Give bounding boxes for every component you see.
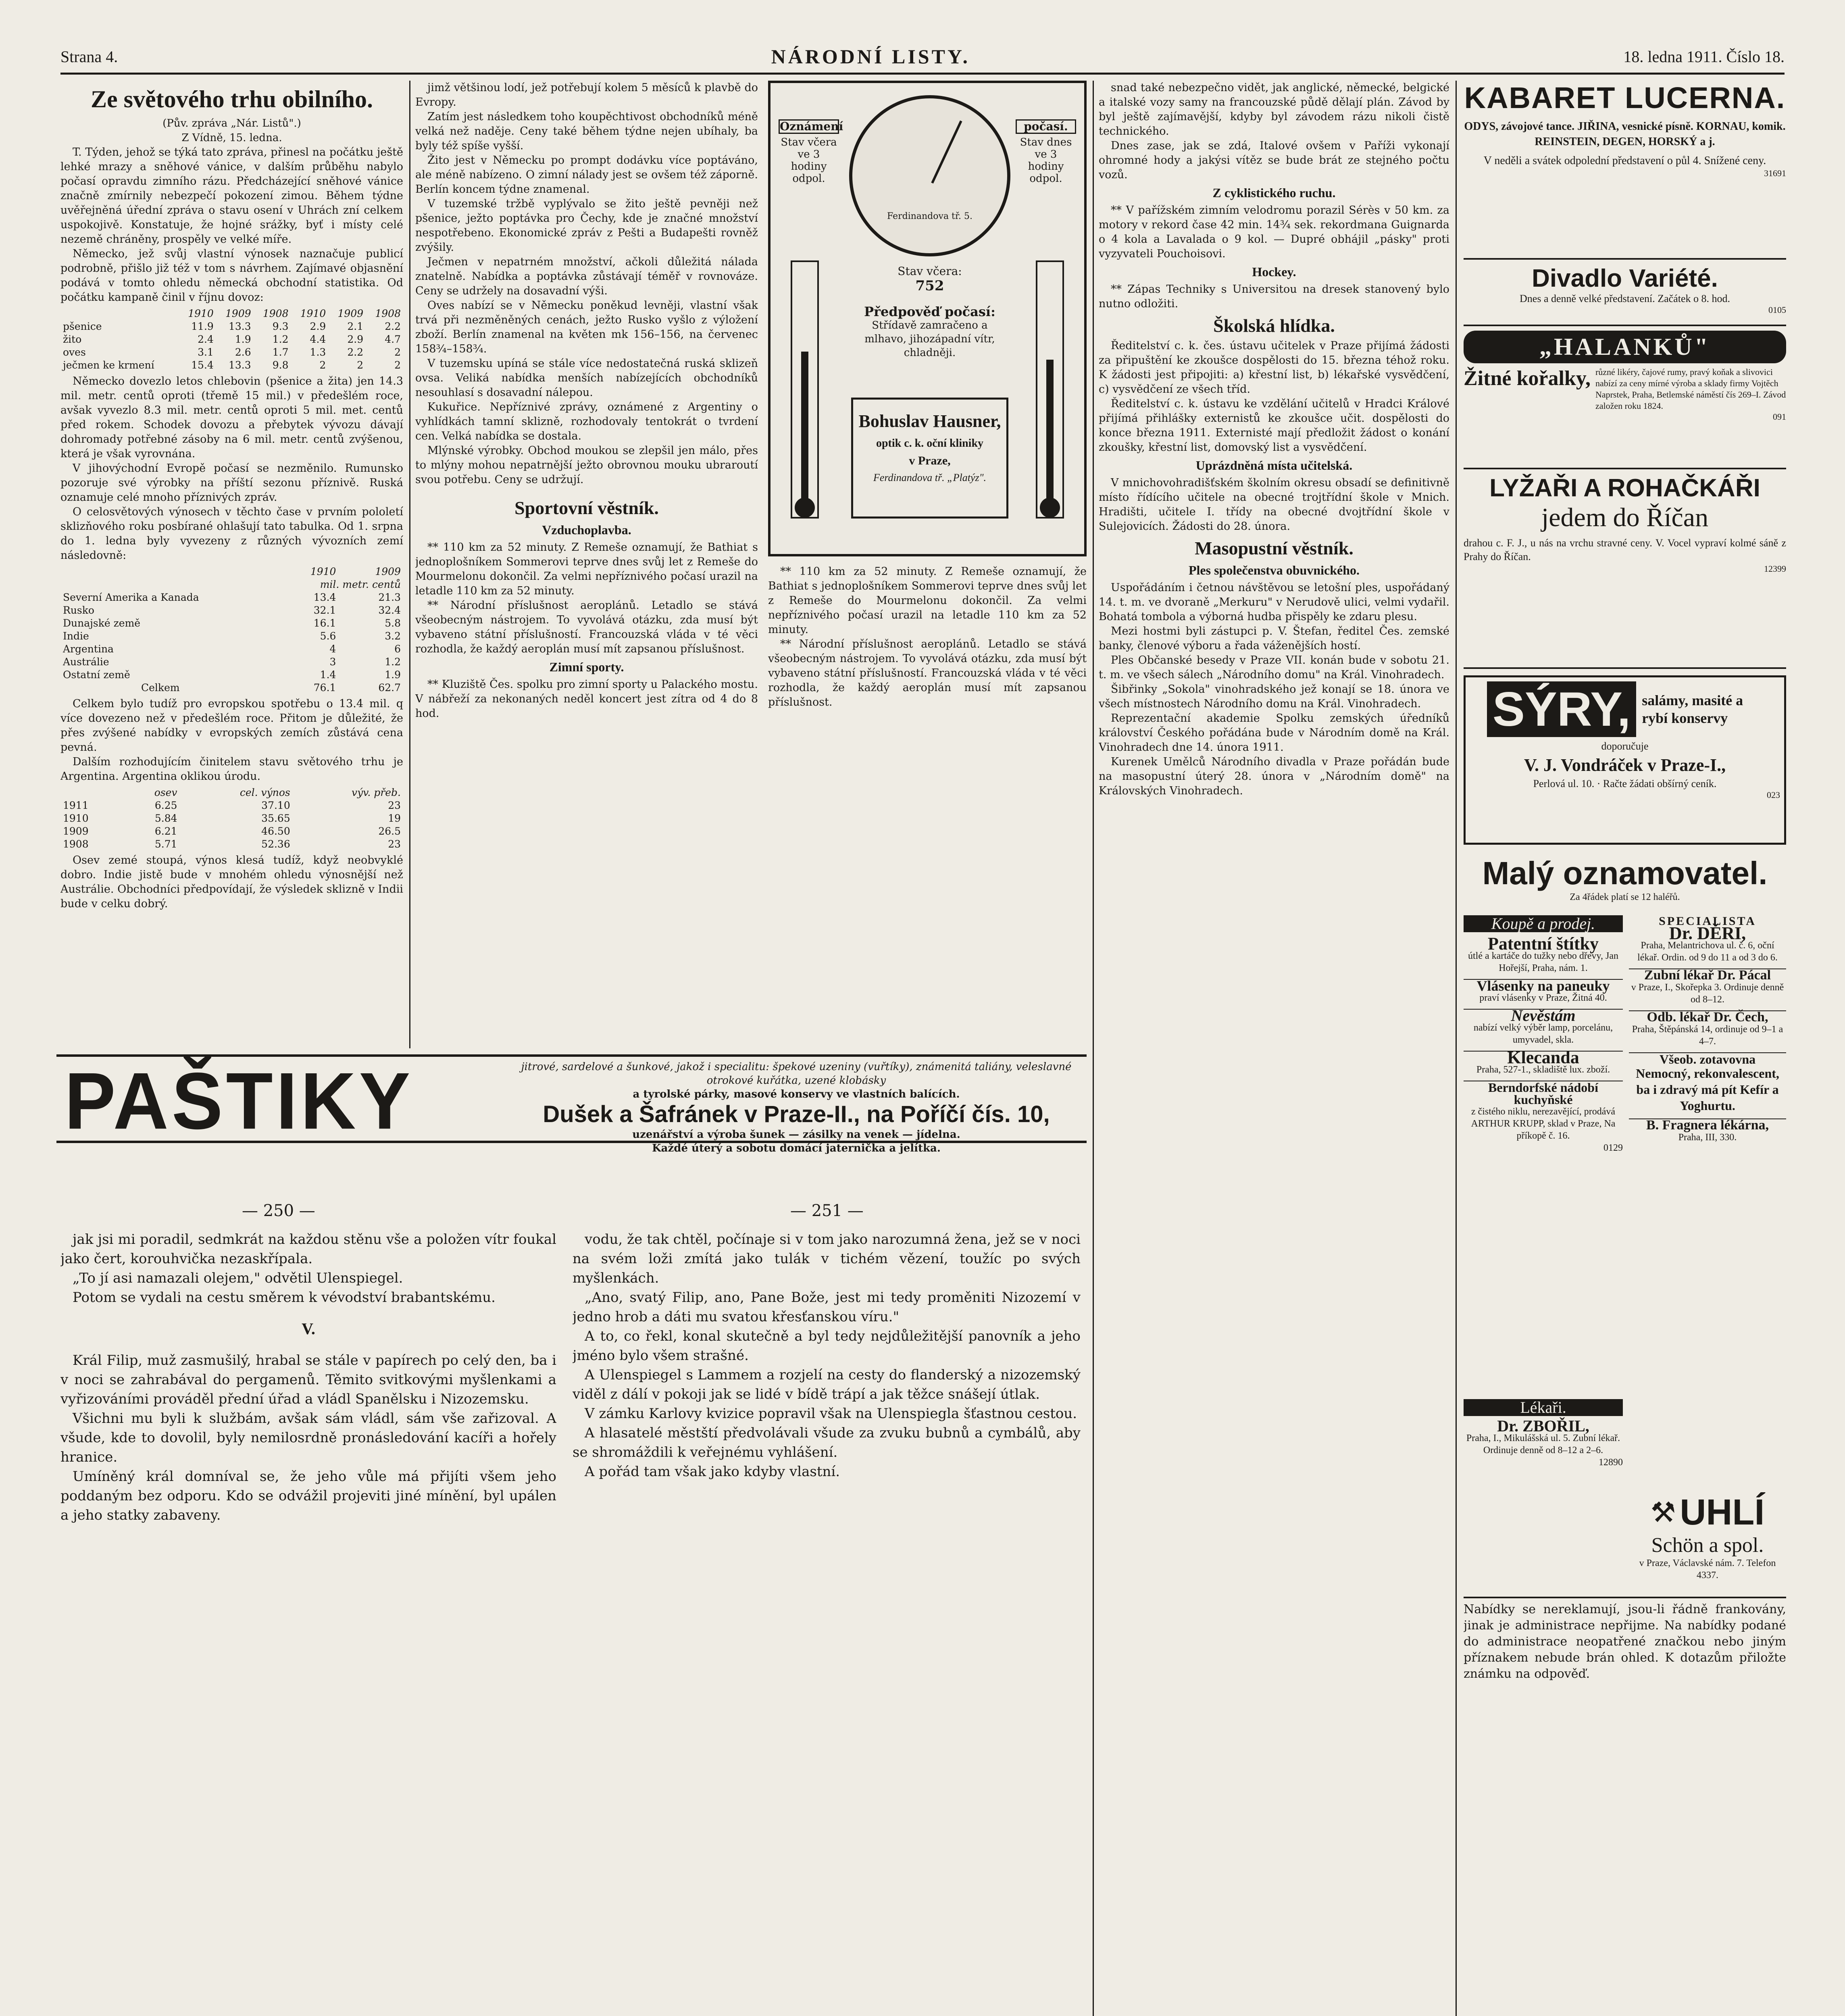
cell: 1.9: [385, 669, 401, 681]
classified-title: Klecanda: [1464, 1051, 1623, 1064]
article-dateline: Z Vídně, 15. ledna.: [181, 132, 282, 144]
state-label: Stav včera:: [898, 264, 962, 278]
table-row: [60, 359, 403, 372]
cell: 2: [319, 359, 326, 371]
paragraph: Umíněný král domníval se, že jeho vůle má přijíti všem jeho poddaným bez odporu. Kdo se odvážil projeviti jiné mínění, byl upálen a jeho statky zabaveny.: [60, 1468, 556, 1523]
right-label: počasí.: [1016, 119, 1076, 134]
paragraph: Uspořádáním i četnou návštěvou se letošní ples, uspořádaný 14. t. m. ve dvoraně „Merkuru" v Nerudově ulici, velmi vydařil. Bohatá tombola a výborná hudba přispěly ke zdaru plesu.: [1099, 581, 1449, 623]
paragraph: „Ano, svatý Filip, ano, Pane Bože, jest mi tedy proměniti Nizozemí v jedno hrob a dáti mu svatou křesťanskou víru.": [573, 1289, 1081, 1325]
classified-text: útlé a kartáče do tužky nebo dřevy, Jan Hořejší, Praha, nám. 1.: [1468, 951, 1618, 973]
cell: 4: [329, 643, 336, 655]
column-rule: [1456, 81, 1457, 2016]
ad-code: 12890: [1599, 1457, 1623, 1468]
column-school-carnival: [1099, 81, 1449, 2016]
table-row: [60, 812, 403, 825]
cell: 2.2: [347, 346, 364, 358]
paragraph: V tuzemsku upíná se stále více nedostatečná ruská sklizeň ovsa. Veliká nabídka menších nabízejících obchodníků nesouhlasí s dosavadní nálepou.: [415, 357, 758, 399]
paragraph: jimž většinou lodí, jež potřebují kolem 5 měsíců k plavbě do Evropy.: [415, 81, 758, 108]
cell: 1910: [63, 812, 89, 824]
cell: 21.3: [378, 591, 401, 603]
ad-variete: [1464, 264, 1786, 326]
paragraph: A pořád tam však jako kdyby vlastní.: [585, 1464, 840, 1480]
barometer-left-label: [779, 119, 843, 185]
brand-line: optik c. k. oční kliniky: [876, 437, 984, 450]
ad-address: Perlová ul. 10. · Račte žádati obšírný ceník.: [1533, 778, 1717, 789]
cell: 4.4: [310, 333, 326, 345]
paragraph: Mlýnské výrobky. Obchod moukou se zlepšil jen málo, přes to mlýny mohou nepatrnější ježto obrovnou mouku ubraroutí svou potřebu. Ceny se udržují.: [415, 444, 758, 486]
cell: 1908: [63, 838, 89, 850]
thermometer-right-icon: [1036, 260, 1064, 519]
paragraph: Kukuřice. Nepříznivé zprávy, oznámené z Argentiny o vyhlídkách tamní sklizně, rozhodovaly tentokrát o tvrdení cen. Velká nabídka se dostala.: [415, 401, 758, 442]
ad-firm: V. J. Vondráček v Praze-I.,: [1524, 755, 1726, 775]
mercury: [1046, 360, 1054, 505]
barometer-right-label: [1016, 119, 1076, 185]
classified-text: Praha, 527-1., skladiště lux. zboží.: [1476, 1064, 1610, 1075]
classified-text: z čistého niklu, nerezavějící, prodává ARTHUR KRUPP, sklad v Praze, Na příkopě č. 16.: [1471, 1106, 1616, 1141]
ad-pastiky-text: [512, 1060, 1081, 1155]
ad-text: ODYS, závojové tance. JIŘINA, vesnické písně. KORNAU, komik. REINSTEIN, DEGEN, HORSKÝ a j.: [1464, 120, 1786, 148]
table-row: [60, 333, 403, 346]
table-header: 1909: [337, 308, 364, 319]
paragraph: Všichni mu byli k službám, avšak sám vládl, sám vše zařizoval. A všude, kde to dovolil, byly nemilosrdně pronásledování kacíři a hořely hranice.: [60, 1410, 556, 1465]
paragraph: jak jsi mi poradil, sedmkrát na každou stěnu vše a položen vítr foukal jako čert, korouhvička nezaskřípala.: [60, 1231, 556, 1267]
page-number: Strana 4.: [60, 47, 118, 66]
table-row: [60, 604, 403, 617]
barometer-ad: [768, 81, 1087, 556]
table-argentina: [60, 786, 403, 851]
ad-text: Dnes a denně velké představení. Začátek o 8. hod.: [1520, 293, 1730, 304]
paragraph: Mezi hostmi byli zástupci p. V. Štefan, ředitel Čes. zemské banky, členové výboru a řada váženějších hostí.: [1099, 625, 1449, 652]
section-maly-oznamovatel: [1464, 855, 1786, 907]
left-text: Stav včera ve 3 hodiny odpol.: [781, 136, 837, 185]
table-header: [60, 307, 179, 320]
issue-number: Číslo 18.: [1726, 47, 1785, 66]
paragraph: V mnichovohradišťském školním okresu obsadí se definitivně místo řídícího učitele na obecné trojtřídní škole v Mnich. Hradišti, učitele I. třídy na obecné dvojtřídní škole v Sulejovicích. Žádosti do 28. února.: [1099, 477, 1449, 533]
ad-syry: [1464, 675, 1786, 845]
paragraph: ** 110 km za 52 minuty. Z Remeše oznamují, že Bathiat s jednoplošníkem Sommerovi teprve dnes svůj let z Remeše do Mourmelonu dokončil. Za velmi nepříznivého počasí urazil na letadle 110 km za 52 minuty.: [415, 541, 758, 597]
paragraph: ** Kluziště Čes. spolku pro zimní sporty u Palackého mostu. V nábřeží za nekonaných neděl koncert jest zítra od 4 do 8 hod.: [415, 678, 758, 720]
ad-title: LYŽAŘI A ROHAČKÁŘI: [1489, 474, 1760, 502]
school-title: Školská hlídka.: [1213, 315, 1335, 336]
table-header: osev: [154, 787, 177, 798]
cycling-head: Z cyklistického ruchu.: [1212, 185, 1336, 200]
cell: 1.9: [235, 333, 251, 345]
table-header: 1910: [310, 566, 336, 577]
paragraph: Ples Občanské besedy v Praze VII. konán bude v sobotu 21. t. m. ve všech sálech „Národního domu" na Král. Vinohradech.: [1099, 654, 1449, 681]
cell: 9.8: [272, 359, 289, 371]
table-row: [60, 346, 403, 359]
table-header: 1909: [375, 566, 401, 577]
cell: 13.3: [228, 321, 251, 332]
table-header: [60, 786, 123, 799]
forecast-block: [851, 305, 1008, 360]
cell: 32.1: [313, 604, 336, 616]
cell: Dunajské země: [63, 617, 141, 629]
table-germany-import: [60, 307, 403, 372]
classified-title: Všeob. zotavovna: [1629, 1052, 1786, 1065]
hockey-head: Hockey.: [1252, 264, 1296, 279]
paragraph: ** Národní příslušnost aeroplánů. Letadlo se stává všeobecným nástrojem. To vyvolává otázku, zda musí být vybaveno státní příslušností. Francouzská vláda v té věci rozhodla, že každý aeroplán musí mít zapsanou příslušnost.: [415, 599, 758, 655]
cell: Argentina: [63, 643, 114, 655]
paragraph: Žito jest v Německu po prompt dodávku více poptáváno, ale méně nabízeno. O zimní nálady jest se ovšem též záporně. Berlín koncem týdne znamenal.: [415, 154, 758, 196]
paragraph: Dalším rozhodujícím činitelem stavu světového trhu je Argentina. Argentina oklikou úrodu.: [60, 756, 403, 783]
cell: 1909: [63, 825, 89, 837]
ad-code: 091: [1773, 412, 1786, 422]
classified-title: B. Fragnera lékárna,: [1629, 1118, 1786, 1131]
paragraph: ** Národní příslušnost aeroplánů. Letadlo se stává všeobecným nástrojem. To vyvolává otázku, zda musí být vybaveno státní příslušností. Francouzská vláda v té věci rozhodla, že každý aeroplán musí mít zapsanou příslušnost.: [768, 638, 1087, 708]
paragraph: ** 110 km za 52 minuty. Z Remeše oznamují, že Bathiat s jednoplošníkem Sommerovi teprve dnes svůj let z Remeše do Mourmelonu dokončil. Za velmi nepříznivého počasí urazil na letadle 110 km za 52 minuty.: [768, 565, 1087, 636]
classified-text: Praha, I., Mikulášská ul. 5. Zubní lékař. Ordinuje denně od 8–12 a 2–6.: [1466, 1433, 1620, 1456]
newspaper-title: NÁRODNÍ LISTY.: [771, 45, 970, 68]
classified-heading: SPECIALISTA: [1659, 915, 1756, 928]
cell: 62.7: [378, 682, 401, 694]
paragraph: Oves nabízí se v Německu poněkud levněji, vlastní však trvá při nezměněných cenách, ježto Rusko vyšlo z výložení zboží. Berlín znamenal na květen mk 156–156, na červenec 158¾–158¾.: [415, 299, 758, 355]
state-value: 752: [915, 278, 944, 294]
cell: 3: [329, 656, 336, 668]
issue-date: [1623, 47, 1785, 66]
classifieds-left: [1464, 915, 1623, 1391]
left-label: Oznámení: [779, 119, 839, 134]
paragraph: A to, co řekl, konal skutečně a byl tedy nejdůležitější panovník a jeho jméno bylo všem strašné.: [573, 1328, 1081, 1364]
cell: 52.36: [261, 838, 290, 850]
cell: 2.4: [198, 333, 214, 345]
ad-line: a tyrolské párky, masové konservy ve vlastních balících.: [633, 1088, 960, 1100]
classified-title: Patentní štítky: [1488, 934, 1599, 954]
notice-text: Nabídky se nereklamují, jsou-li řádně frankovány, jinak je administrace nepřijme. Na nabídky podané do administrace neopatřené značkou nebo jiným příznakem nebude brán ohled. K dotazům přiložte známku na odpověď.: [1464, 1602, 1786, 1681]
paragraph: Reprezentační akademie Spolku zemských úředníků království Českého pořádána bude v Národním domě na Král. Vinohradech dne 14. února 1911.: [1099, 712, 1449, 754]
cell: 76.1: [313, 682, 336, 694]
classified-heading: Koupě a prodej.: [1464, 915, 1623, 932]
ad-halanku: [1464, 331, 1786, 469]
table-header: cel. výnos: [239, 787, 290, 798]
paragraph: Šibřinky „Sokola" vinohradského jež konají se 18. února ve všech místnostech Národního domu na Král. Vinohradech.: [1099, 683, 1449, 710]
table-row: [60, 825, 403, 838]
ad-sub: jedem do Říčan: [1541, 503, 1709, 532]
cell: 37.10: [261, 800, 290, 811]
cell: 3.1: [198, 346, 214, 358]
table-header: 1909: [225, 308, 251, 319]
cell: 6.21: [154, 825, 177, 837]
article-title: Ze světového trhu obilního.: [90, 86, 373, 112]
cell: pšenice: [63, 321, 102, 332]
cell: 6.25: [154, 800, 177, 811]
ad-title: Divadlo Variété.: [1532, 264, 1718, 292]
classified-text: Praha, III, 330.: [1678, 1132, 1737, 1143]
ad-title: „HALANKŮ": [1464, 331, 1786, 363]
paragraph: Osev zemé stoupá, výnos klesá tudíž, když neobvyklé dobro. Indie jistě bude v mnohém ohledu výnosnější než Austrálie. Obchodníci předpovídají, že výsledek sklizně v Indii bude v celku dobrý.: [60, 854, 403, 910]
paragraph: ** Zápas Techniky s Universitou na dresek stanovený bylo nutno odložiti.: [1099, 283, 1449, 310]
classified-title: Dr. DĚRI,: [1669, 923, 1746, 943]
ad-line: jitrové, sardelové a šunkové, jakož i specialitu: špekové uzeniny (vuřtíky), známenitá taliány, veleslavné otrokové kuřátka, uzené klobásky: [521, 1061, 1072, 1087]
chapter-heading: V.: [302, 1320, 315, 1338]
paragraph: ** V pařížském zimním velodromu porazil Sérès v 50 km. za motory v rekord čase 42 min. 14¾ sek. rekordmana Guignarda o 4 kola a Lavalada o 9 kol. — Dupré obhájil „pásky" proti vyzyvateli Pouchoisovi.: [1099, 204, 1449, 260]
cell: 2: [394, 359, 401, 371]
cell: oves: [63, 346, 86, 358]
table-header: 1910: [188, 308, 214, 319]
ad-line: Každé úterý a sobotu domácí jaternička a jelítka.: [652, 1142, 941, 1154]
cell: Rusko: [63, 604, 94, 616]
ad-sub: doporučuje: [1601, 740, 1649, 752]
ad-firm: Dušek a Šafránek v Praze-II., na Poříčí čís. 10,: [543, 1101, 1050, 1127]
classified-title: Nevěstám: [1464, 1009, 1623, 1022]
ad-code: 023: [1767, 790, 1780, 800]
paragraph: A hlasatelé městští předvolávali všude za zvuku bubnů a cymbálů, aby se shromáždili k veřejnému vyhlášení.: [573, 1425, 1081, 1460]
ad-text: drahou c. F. J., u nás na vrchu stravné ceny. V. Vocel vypraví kolmé sáně z Prahy do Říčan.: [1464, 537, 1786, 562]
cell: 32.4: [378, 604, 401, 616]
classified-title: Berndorfské nádobí kuchyňské: [1464, 1081, 1623, 1106]
barometer-dial-icon: [849, 95, 1010, 256]
classified-text: Praha, Štěpánská 14, ordinuje od 9–1 a 4–7.: [1632, 1024, 1783, 1047]
cell: 4.7: [385, 333, 401, 345]
cell: 19: [388, 812, 401, 824]
paragraph: V jihovýchodní Evropě počasí se nezměnilo. Rumunsko pozoruje své výrobky na příští sezonu příznivě. Ruská oznamuje celé mnoho příznivých zpráv.: [60, 462, 403, 504]
classified-text: Nemocný, rekonvalescent, ba i zdravý má pít Kefír a Yoghurtu.: [1636, 1066, 1779, 1113]
table-header: [60, 565, 274, 578]
optician-brand: [851, 398, 1008, 519]
cell: 2: [394, 346, 401, 358]
cell: 2.1: [347, 321, 364, 332]
paragraph: Ředitelství c. k. čes. ústavu učitelek v Praze přijímá žádosti za připuštění ke zkoušce dospělosti do 15. března téhož roku. K žádosti jest připojiti: a) křestní list, b) lékařské vysvědčení, c) vysvědčení ze všech tříd.: [1099, 339, 1449, 396]
header-rule: [60, 73, 1785, 75]
ad-title: PAŠTIKY: [65, 1056, 414, 1146]
classifieds-doctors: [1464, 1399, 1623, 1568]
ad-code: 31691: [1764, 168, 1786, 178]
cell: 5.71: [154, 838, 177, 850]
ad-address: v Praze, Václavské nám. 7. Telefon 4337.: [1639, 1558, 1776, 1581]
cell: 23: [388, 800, 401, 811]
cell: žito: [63, 333, 82, 345]
cell: Celkem: [141, 682, 180, 694]
section-title: Malý oznamovatel.: [1482, 855, 1768, 891]
table-header: 1910: [300, 308, 326, 319]
carnival-title: Masopustní věstník.: [1195, 538, 1354, 558]
table-row: [60, 617, 403, 630]
folio-left: — 250 —: [242, 1202, 315, 1220]
brand-name: Bohuslav Hausner,: [858, 411, 1001, 431]
cell: 1911: [63, 800, 89, 811]
classified-title: Odb. lékař Dr. Čech,: [1629, 1010, 1786, 1023]
paragraph: Potom se vydali na cestu směrem k vévodství brabantskému.: [73, 1289, 496, 1306]
table-world-export: [60, 565, 403, 694]
ad-pastiky: [56, 1054, 1087, 1154]
article-source: (Pův. zpráva „Nár. Listů".): [162, 117, 301, 129]
carnival-sub: Ples společenstva obuvnického.: [1188, 563, 1360, 577]
cell: 15.4: [191, 359, 214, 371]
paragraph: Německo, jež svůj vlastní výnosek naznačuje publicí podrobně, přišlo již též v tom s návrhem. Zajímavé objasnění podává v tomto ohledu německá obchodní statistika. Od počátku kampaně činil v říjnu dovoz:: [60, 248, 403, 304]
ad-title: SÝRY,: [1487, 681, 1636, 737]
table-row: [60, 681, 403, 694]
thermometer-left-icon: [791, 260, 819, 519]
feuilleton-left: [60, 1230, 556, 2016]
paragraph: Celkem bylo tudíž pro evropskou spotřebu o 13.4 mil. q více dovezeno než v předešlém roce. Přitom je důležité, že přes zvýšené nabídky v evropských zemích zůstává cena pevná.: [60, 698, 403, 754]
ad-title2: salámy, masité a rybí konservy: [1642, 692, 1743, 726]
right-text: Stav dnes ve 3 hodiny odpol.: [1020, 136, 1072, 185]
paragraph: Ječmen v nepatrném množství, ačkoli důležitá nálada znatelně. Nabídka a poptávka zůstávají téměř v rovnováze. Ceny se udržely na dosavadní výši.: [415, 256, 758, 297]
brand-line: Ferdinandova tř. „Platýz".: [873, 472, 987, 483]
article-market-continued: [415, 81, 758, 1048]
dial-text: Ferdinandova tř. 5.: [887, 211, 972, 221]
paragraph: „To jí asi namazali olejem," odvětil Ulenspiegel.: [73, 1270, 403, 1286]
bulb: [795, 498, 815, 518]
article-paris-race: [768, 564, 1087, 1048]
classified-text: Praha, Melantrichova ul. č. 6, oční lékař. Ordin. od 9 do 11 a od 3 do 6.: [1637, 940, 1778, 963]
ad-code: 0105: [1768, 305, 1786, 315]
paragraph: V zámku Karlovy kvizice popravil však na Ulenspiegla šťastnou cestou.: [585, 1406, 1077, 1422]
cell: 1.3: [310, 346, 326, 358]
cell: Austrálie: [63, 656, 109, 668]
ad-uhli: [1629, 1492, 1786, 1589]
table-row: [60, 630, 403, 643]
cell: 26.5: [378, 825, 401, 837]
cell: 11.9: [191, 321, 214, 332]
paragraph: Dnes zase, jak se zdá, Italové ovšem v Paříži vykonají ohromné hody a jakýsi vítěz se bude brát ze stejného počtu vozů.: [1099, 140, 1449, 181]
cell: 13.4: [313, 591, 336, 603]
column-rule: [409, 81, 410, 1048]
table-row: [60, 320, 403, 333]
table-header: 1908: [262, 308, 289, 319]
paragraph: vodu, že tak chtěl, počínaje si v tom jako narozumná žena, jež se v noci na svém loži zmítá jako tulák v tichém vězení, toužíc po svých myšlenkách.: [573, 1231, 1081, 1286]
paragraph: O celosvětových výnosech v těchto čase v prvním pololetí sklizňového roku posbírané ohlašují tato tabulka. Od 1. srpna do 1. ledna byly vyvezeny z různých vývozních zemí následovně:: [60, 506, 403, 562]
cell: Indie: [63, 630, 89, 642]
ad-code: 12399: [1764, 564, 1786, 574]
cell: 9.3: [272, 321, 289, 332]
masthead: [60, 42, 1785, 71]
cell: 1.7: [272, 346, 289, 358]
cell: 13.3: [228, 359, 251, 371]
ad-line: uzenářství a výroba šunek — zásilky na venek — jídelna.: [632, 1129, 960, 1141]
table-row: [60, 669, 403, 681]
section-sub: Za 4řádek platí se 12 haléřů.: [1570, 892, 1680, 902]
table-unit: mil. metr. centů: [320, 579, 401, 590]
table-header: výv. přeb.: [352, 787, 401, 798]
cell: 1.2: [385, 656, 401, 668]
classified-title: Zubní lékař Dr. Pácal: [1629, 968, 1786, 981]
cell: 2.6: [235, 346, 251, 358]
cell: 23: [388, 838, 401, 850]
table-row: [60, 799, 403, 812]
winter-sports-head: Zimní sporty.: [549, 660, 624, 674]
article-grain-market: [60, 81, 403, 1048]
dial-needle: [931, 121, 962, 184]
ad-code: 0129: [1603, 1143, 1623, 1153]
cell: 2.9: [310, 321, 326, 332]
paragraph: A Ulenspiegel s Lammem a rozjelí na cesty do flanderský a nizozemský viděl z dálí v pokoji jak se lidé v bídě trápí a jak těžce snášejí útlak.: [573, 1367, 1081, 1402]
folio-right: — 251 —: [790, 1202, 864, 1220]
cell: 46.50: [261, 825, 290, 837]
ad-lyzari: [1464, 474, 1786, 669]
table-row: [60, 838, 403, 851]
forecast-text: Střídavě zamračeno a mlhavo, jihozápadní vítr, chladněji.: [864, 319, 995, 359]
cell: 2.9: [347, 333, 364, 345]
cell: 35.65: [261, 812, 290, 824]
feuilleton-right: [573, 1230, 1081, 2016]
date: 18. ledna 1911.: [1623, 47, 1722, 66]
hammer-pick-icon: ⚒: [1650, 1497, 1676, 1529]
paragraph: snad také nebezpečno vidět, jak anglické, německé, belgické a italské vozy samy na francouzské půdě dělají plán. Závod by byl ještě zajímavější, kdyby byl závodem rázu nikoli čistě technického.: [1099, 81, 1449, 137]
bulb: [1040, 498, 1060, 518]
cell: 6: [394, 643, 401, 655]
classified-heading: Lékaři.: [1464, 1399, 1623, 1416]
ad-firm: Schön a spol.: [1651, 1534, 1764, 1557]
column-rule: [1093, 81, 1094, 2016]
forecast-label: Předpověď počasí:: [864, 304, 995, 319]
paragraph: Král Filip, muž zasmušilý, hrabal se stále v papírech po celý den, ba i v noci se zahrabával do pergamenů. Těmito svitkovými myšlenkami a vyřizováními prováděl přední úřad a vládl Spanělsku i Nizozemsku.: [60, 1352, 556, 1407]
table-row: [60, 591, 403, 604]
vacancies-head: Uprázdněná místa učitelská.: [1195, 458, 1353, 473]
ad-kabaret-lucerna: [1464, 81, 1786, 260]
paragraph: V tuzemské tržbě vyplývalo se žito ještě pevněji než pšenice, ježto poptávka pro Čechy, kde je značné množství nespotřebeno. Ekonomické zpráv z Pešti a Budapešti rovněž zvýšily.: [415, 198, 758, 254]
cell: 1.2: [272, 333, 289, 345]
notice-box: [1464, 1597, 1786, 1779]
ad-sub: Žitné kořalky,: [1464, 367, 1591, 390]
cell: 5.84: [154, 812, 177, 824]
classified-text: nabízí velký výběr lamp, porcelánu, umyvadel, skla.: [1473, 1023, 1613, 1045]
sports-section: Vzduchoplavba.: [542, 523, 631, 537]
classified-text: v Praze, I., Skořepka 3. Ordinuje denně od 8–12.: [1631, 982, 1784, 1005]
cell: 16.1: [313, 617, 336, 629]
table-row: [60, 656, 403, 669]
cell: 1.4: [320, 669, 336, 681]
table-header: 1908: [375, 308, 401, 319]
cell: ječmen ke krmení: [63, 359, 154, 371]
cell: 5.6: [320, 630, 336, 642]
cell: Severní Amerika a Kanada: [63, 591, 199, 603]
cell: 5.8: [385, 617, 401, 629]
ad-title: KABARET LUCERNA.: [1464, 81, 1786, 115]
classified-title: Vlásenky na paneuky: [1464, 979, 1623, 992]
sports-title: Sportovní věstník.: [514, 498, 659, 518]
cell: 2: [357, 359, 364, 371]
ad-text: různé likéry, čajové rumy, pravý koňak a slivovici nabízí za ceny mírné výroba a sklady firmy Vojtěch Naprstek, Praha, Betlemské náměstí čís 269–I. Závod založen roku 1824.: [1595, 367, 1786, 411]
cell: 3.2: [385, 630, 401, 642]
paragraph: Zatím jest následkem toho koupěchtivost obchodníků méně velká než naděje. Ceny také během týdne nejen ubíhaly, ba byly též spíše vyšší.: [415, 110, 758, 152]
paragraph: Německo dovezlo letos chlebovin (pšenice a žita) jen 14.3 mil. metr. centů oproti (třemě 15 mil.) v předešlém roce, avšak vyvezlo 8.3 mil. metr. centů oproti 5 mil. met. centů před rokem. Schodek dovozu a přebytek vývozu dávají dohromady potřebné zásoby na 6 mil. metr. centů zvýšenou, která je však vyrovnána.: [60, 375, 403, 460]
table-row: [60, 643, 403, 656]
ad-note: V neděli a svátek odpolední představení o půl 4. Snížené ceny.: [1483, 154, 1766, 167]
paragraph: Ředitelství c. k. ústavu ke vzdělání učitelů v Hradci Králové přijímá přihlášky externistů ke zkoušce učit. dospělosti do konce března 1911. Externisté mají předložit žádost o konání zkoušky, křestní list, domovský list a vysvědčení.: [1099, 398, 1449, 454]
state-block: [851, 264, 1008, 294]
brand-line: v Praze,: [909, 454, 951, 467]
paragraph: T. Týden, jehož se týká tato zpráva, přinesl na počátku ještě lehké mrazy a sněhové vánice, v dalším průběhu nabylo počasí opravdu zimního rázu. Předcházející sněhové vánice značně zmírnily nebezpečí pokození zimou. Během týdne uvěřejněná úřední zpráva o stavu osení v Uhrách zní celkem uspokojivě. Konstatuje, že hojné srážky, byť i místy celé nezemě chráněny, prospěly ve velké míře.: [60, 146, 403, 246]
classified-text: praví vlásenky v Praze, Žitná 40.: [1479, 993, 1607, 1003]
ad-title: UHLÍ: [1680, 1492, 1765, 1533]
mercury: [801, 352, 808, 505]
classifieds-right: [1629, 915, 1786, 1480]
cell: Ostatní země: [63, 669, 130, 681]
cell: 2.2: [385, 321, 401, 332]
paragraph: Kurenek Umělců Národního divadla v Praze pořádán bude na masopustní úterý 28. února v „Národním domě" na Královských Vinohradech.: [1099, 756, 1449, 797]
classified-title: Dr. ZBOŘIL,: [1497, 1417, 1589, 1435]
